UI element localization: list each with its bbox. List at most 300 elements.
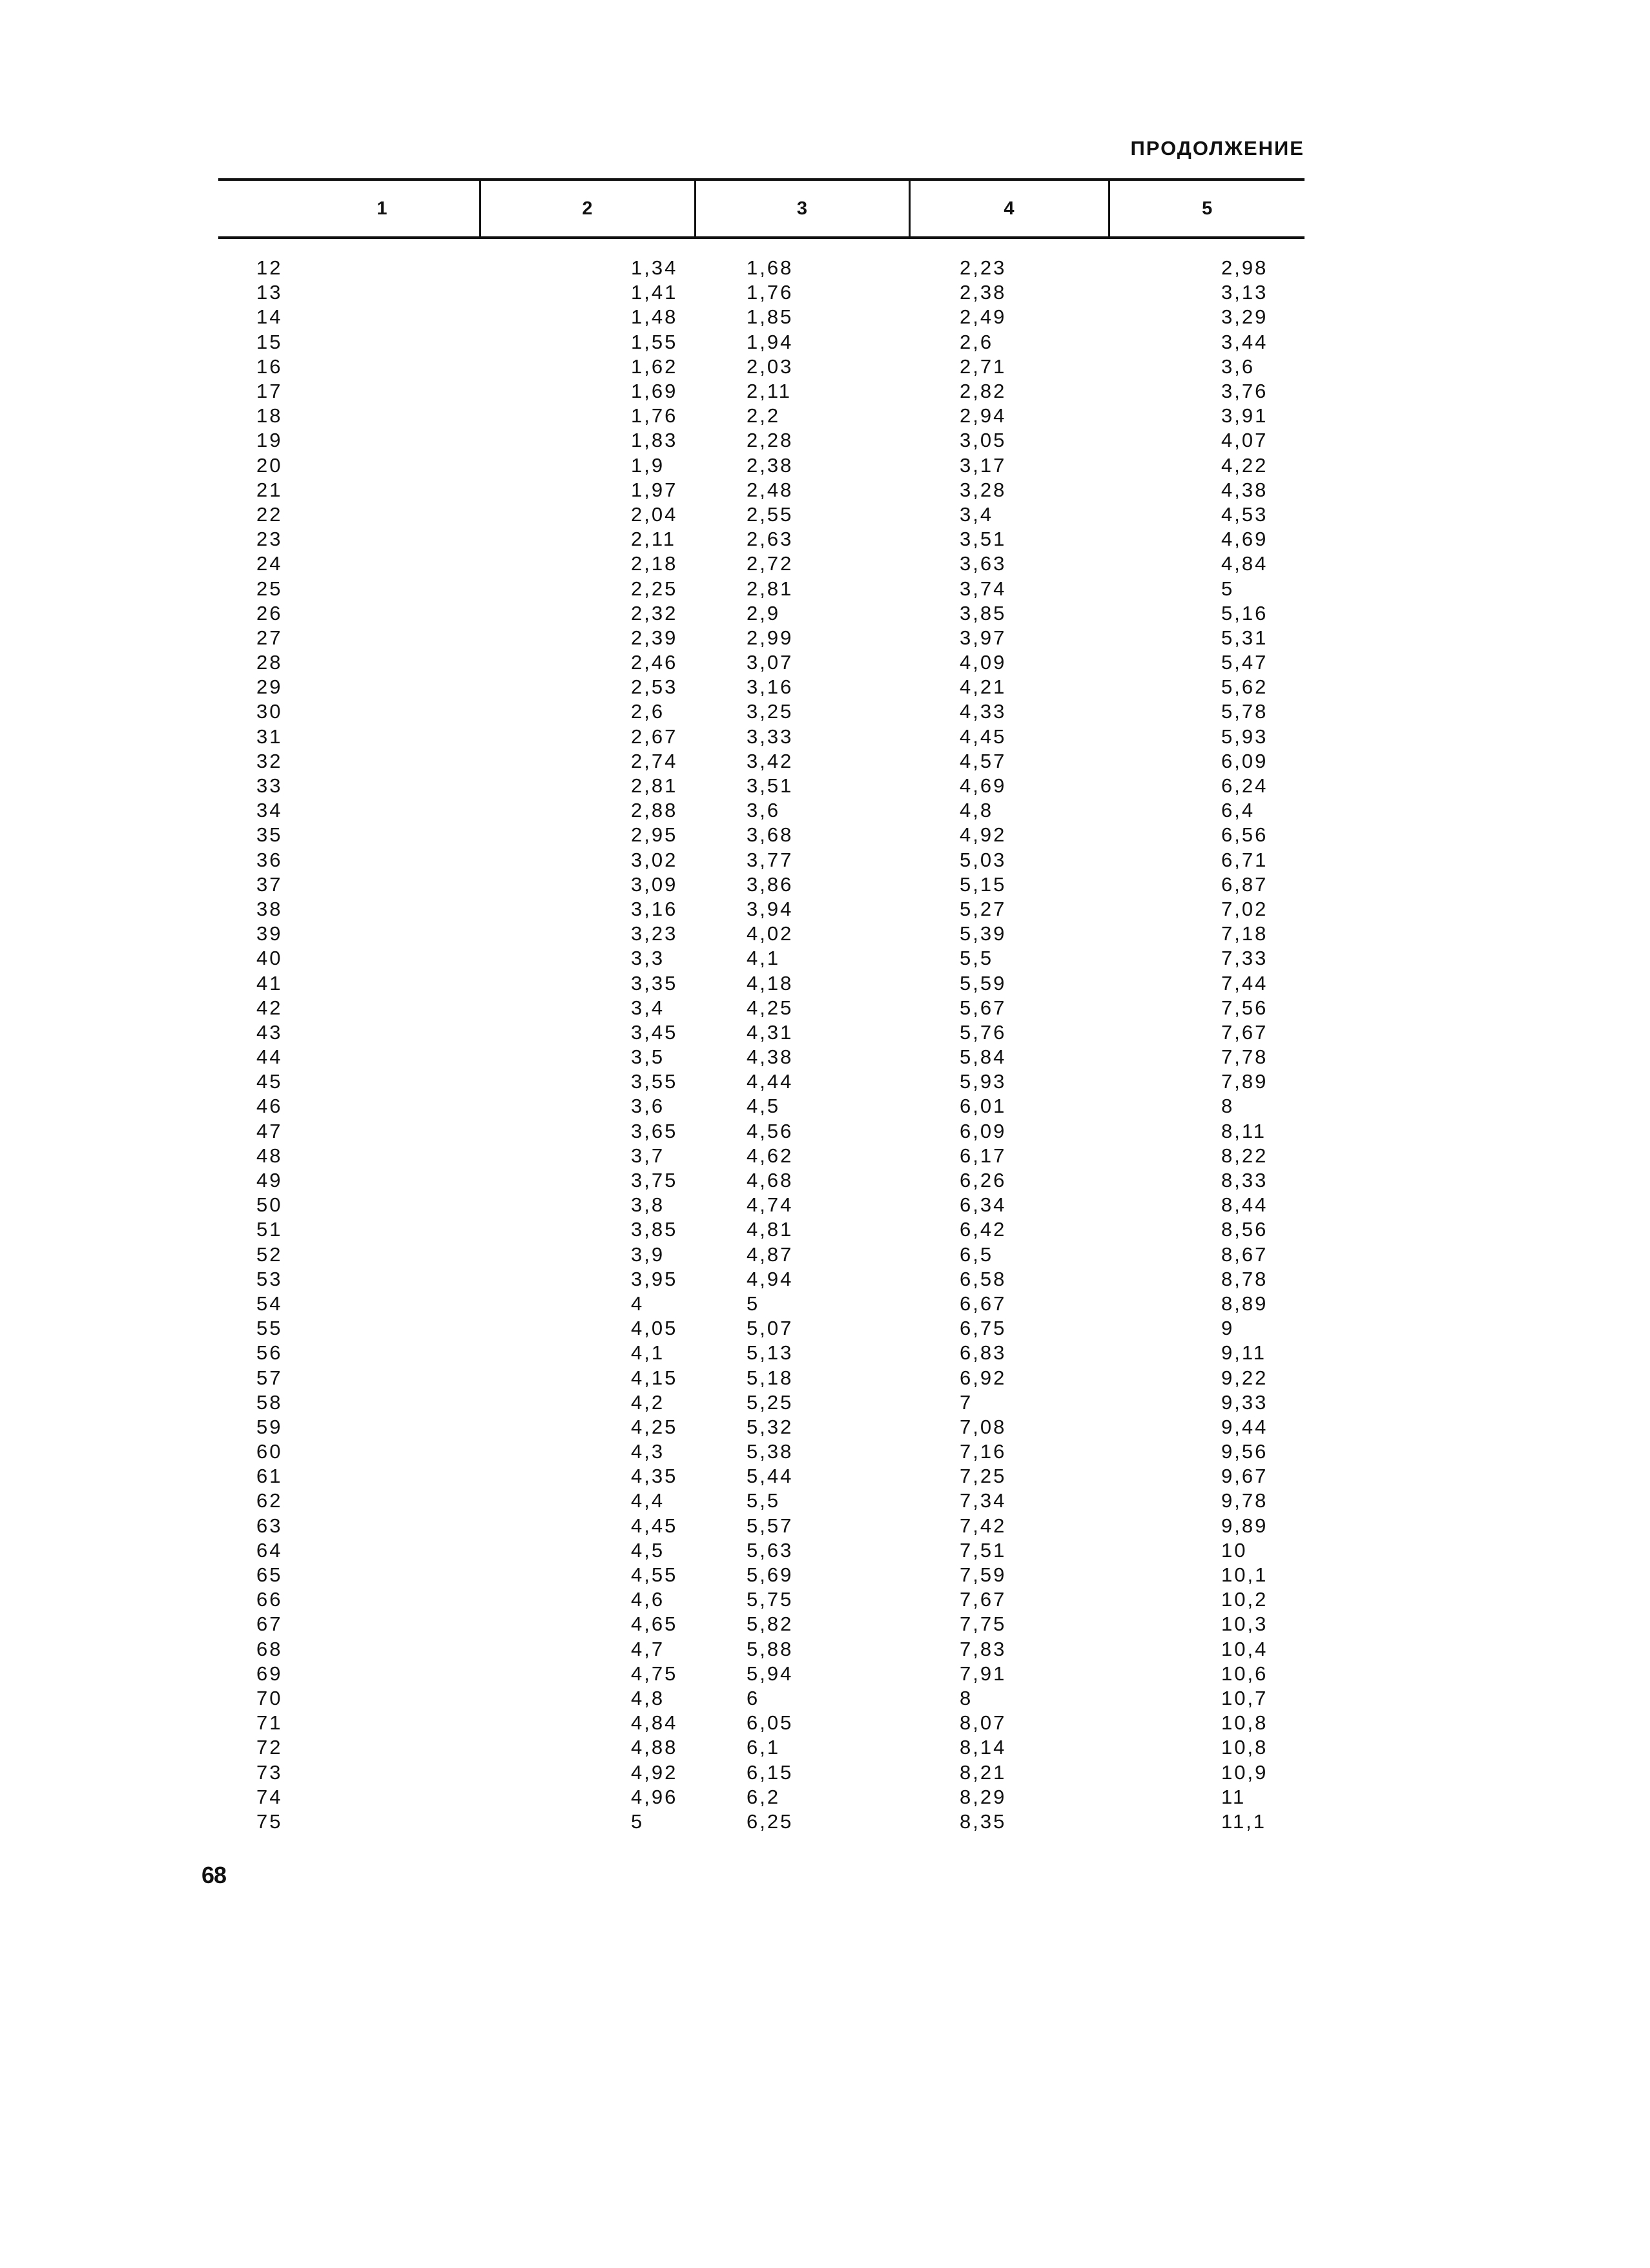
cell-col-1: 63 bbox=[256, 1514, 283, 1537]
cell-col-1: 32 bbox=[256, 749, 283, 772]
cell-col-3: 1,94 bbox=[747, 330, 794, 353]
cell-col-1: 30 bbox=[256, 700, 283, 723]
data-table bbox=[218, 178, 1305, 1834]
cell-col-4: 3,28 bbox=[960, 478, 1007, 501]
table-row bbox=[218, 1217, 1305, 1242]
cell-col-3: 5,5 bbox=[747, 1489, 781, 1512]
cell-col-1: 25 bbox=[256, 577, 283, 600]
cell-col-5: 9,44 bbox=[1221, 1415, 1268, 1438]
cell-col-1: 73 bbox=[256, 1760, 283, 1784]
table-row bbox=[218, 1292, 1305, 1316]
cell-col-5: 11 bbox=[1221, 1785, 1246, 1808]
cell-col-1: 55 bbox=[256, 1317, 283, 1340]
table-row bbox=[218, 552, 1305, 576]
cell-col-3: 4,5 bbox=[747, 1095, 781, 1118]
cell-col-5: 4,84 bbox=[1221, 552, 1268, 575]
cell-col-3: 5,38 bbox=[747, 1440, 794, 1463]
table-row bbox=[218, 897, 1305, 922]
cell-col-5: 6,4 bbox=[1221, 799, 1255, 822]
cell-col-1: 12 bbox=[256, 256, 283, 280]
cell-col-3: 6,1 bbox=[747, 1736, 781, 1759]
cell-col-5: 5,62 bbox=[1221, 675, 1268, 699]
cell-col-4: 3,85 bbox=[960, 601, 1007, 624]
table-row bbox=[218, 798, 1305, 823]
cell-col-1: 61 bbox=[256, 1465, 283, 1488]
cell-col-5: 4,22 bbox=[1221, 453, 1268, 477]
column-header-2: 2 bbox=[480, 180, 695, 238]
cell-col-2: 3,9 bbox=[631, 1242, 665, 1266]
cell-col-3: 2,28 bbox=[747, 429, 794, 452]
cell-col-4: 5,15 bbox=[960, 872, 1007, 896]
cell-col-3: 4,18 bbox=[747, 971, 794, 995]
cell-col-2: 2,67 bbox=[631, 725, 678, 748]
cell-col-2: 4,7 bbox=[631, 1637, 665, 1660]
cell-col-1: 15 bbox=[256, 330, 283, 353]
cell-col-1: 28 bbox=[256, 651, 283, 674]
cell-col-1: 74 bbox=[256, 1785, 283, 1808]
cell-col-4: 6,83 bbox=[960, 1341, 1007, 1365]
table-row bbox=[218, 478, 1305, 502]
table-row bbox=[218, 1144, 1305, 1168]
cell-col-5: 10,9 bbox=[1221, 1760, 1268, 1784]
cell-col-5: 10,6 bbox=[1221, 1662, 1268, 1685]
table-row bbox=[218, 996, 1305, 1020]
cell-col-3: 5,57 bbox=[747, 1514, 794, 1537]
cell-col-3: 2,81 bbox=[747, 577, 794, 600]
cell-col-2: 5 bbox=[631, 1809, 645, 1833]
table-row bbox=[218, 379, 1305, 404]
cell-col-3: 2,9 bbox=[747, 601, 781, 624]
cell-col-4: 8 bbox=[960, 1686, 973, 1709]
cell-col-1: 14 bbox=[256, 305, 283, 329]
cell-col-2: 4,96 bbox=[631, 1785, 678, 1808]
cell-col-4: 6,5 bbox=[960, 1242, 994, 1266]
table-body bbox=[218, 238, 1305, 1834]
cell-col-5: 3,13 bbox=[1221, 281, 1268, 304]
table-row bbox=[218, 404, 1305, 428]
cell-col-4: 2,71 bbox=[960, 355, 1007, 378]
cell-col-1: 71 bbox=[256, 1711, 283, 1735]
cell-col-5: 4,53 bbox=[1221, 502, 1268, 526]
table-row bbox=[218, 1415, 1305, 1439]
cell-col-2: 3,4 bbox=[631, 996, 665, 1019]
cell-col-5: 6,87 bbox=[1221, 872, 1268, 896]
cell-col-5: 7,44 bbox=[1221, 971, 1268, 995]
cell-col-1: 54 bbox=[256, 1292, 283, 1315]
cell-col-1: 43 bbox=[256, 1020, 283, 1044]
cell-col-1: 26 bbox=[256, 601, 283, 624]
table-row bbox=[218, 1267, 1305, 1292]
cell-col-3: 5,18 bbox=[747, 1366, 794, 1389]
cell-col-2: 2,88 bbox=[631, 799, 678, 822]
cell-col-1: 19 bbox=[256, 429, 283, 452]
cell-col-2: 3,5 bbox=[631, 1046, 665, 1069]
cell-col-1: 47 bbox=[256, 1119, 283, 1142]
cell-col-4: 8,29 bbox=[960, 1785, 1007, 1808]
table-row bbox=[218, 626, 1305, 650]
cell-col-3: 4,68 bbox=[747, 1169, 794, 1192]
cell-col-4: 7,16 bbox=[960, 1440, 1007, 1463]
cell-col-5: 8,33 bbox=[1221, 1169, 1268, 1192]
cell-col-4: 5,03 bbox=[960, 848, 1007, 871]
cell-col-1: 23 bbox=[256, 528, 283, 551]
cell-col-3: 6 bbox=[747, 1686, 760, 1709]
cell-col-3: 5,44 bbox=[747, 1465, 794, 1488]
cell-col-5: 8,78 bbox=[1221, 1267, 1268, 1290]
cell-col-2: 4,05 bbox=[631, 1317, 678, 1340]
cell-col-4: 5,5 bbox=[960, 947, 994, 970]
cell-col-4: 8,07 bbox=[960, 1711, 1007, 1735]
cell-col-5: 5,47 bbox=[1221, 651, 1268, 674]
cell-col-1: 16 bbox=[256, 355, 283, 378]
cell-col-4: 2,38 bbox=[960, 281, 1007, 304]
cell-col-2: 1,48 bbox=[631, 305, 678, 329]
cell-col-5: 7,33 bbox=[1221, 947, 1268, 970]
cell-col-2: 3,3 bbox=[631, 947, 665, 970]
cell-col-5: 6,09 bbox=[1221, 749, 1268, 772]
cell-col-2: 4,92 bbox=[631, 1760, 678, 1784]
cell-col-2: 4,35 bbox=[631, 1465, 678, 1488]
cell-col-4: 7,67 bbox=[960, 1588, 1007, 1611]
table-row bbox=[218, 453, 1305, 478]
cell-col-4: 3,97 bbox=[960, 626, 1007, 649]
cell-col-2: 4,65 bbox=[631, 1613, 678, 1636]
cell-col-3: 5,69 bbox=[747, 1563, 794, 1587]
cell-col-3: 2,55 bbox=[747, 502, 794, 526]
cell-col-4: 7,59 bbox=[960, 1563, 1007, 1587]
cell-col-1: 60 bbox=[256, 1440, 283, 1463]
cell-col-1: 67 bbox=[256, 1613, 283, 1636]
cell-col-5: 10,3 bbox=[1221, 1613, 1268, 1636]
cell-col-2: 3,55 bbox=[631, 1070, 678, 1093]
cell-col-4: 2,94 bbox=[960, 404, 1007, 428]
cell-col-4: 4,92 bbox=[960, 823, 1007, 847]
cell-col-3: 4,74 bbox=[747, 1193, 794, 1217]
table-row bbox=[218, 1514, 1305, 1538]
cell-col-2: 4,25 bbox=[631, 1415, 678, 1438]
cell-col-5: 2,98 bbox=[1221, 256, 1268, 280]
table-row bbox=[218, 1069, 1305, 1094]
cell-col-2: 1,83 bbox=[631, 429, 678, 452]
cell-col-3: 1,68 bbox=[747, 256, 794, 280]
cell-col-1: 42 bbox=[256, 996, 283, 1019]
table-row bbox=[218, 1193, 1305, 1217]
cell-col-5: 9,89 bbox=[1221, 1514, 1268, 1537]
cell-col-3: 4,56 bbox=[747, 1119, 794, 1142]
table-row bbox=[218, 1316, 1305, 1341]
cell-col-1: 68 bbox=[256, 1637, 283, 1660]
cell-col-2: 4,75 bbox=[631, 1662, 678, 1685]
cell-col-2: 4 bbox=[631, 1292, 645, 1315]
cell-col-2: 3,65 bbox=[631, 1119, 678, 1142]
cell-col-3: 2,38 bbox=[747, 453, 794, 477]
cell-col-1: 50 bbox=[256, 1193, 283, 1217]
cell-col-3: 5,07 bbox=[747, 1317, 794, 1340]
cell-col-1: 46 bbox=[256, 1095, 283, 1118]
cell-col-4: 4,21 bbox=[960, 675, 1007, 699]
cell-col-3: 4,25 bbox=[747, 996, 794, 1019]
table-row bbox=[218, 1563, 1305, 1587]
cell-col-1: 56 bbox=[256, 1341, 283, 1365]
cell-col-5: 6,71 bbox=[1221, 848, 1268, 871]
cell-col-2: 1,9 bbox=[631, 453, 665, 477]
cell-col-5: 6,24 bbox=[1221, 774, 1268, 798]
table-row bbox=[218, 1365, 1305, 1390]
table-row bbox=[218, 305, 1305, 329]
cell-col-4: 2,23 bbox=[960, 256, 1007, 280]
cell-col-3: 3,94 bbox=[747, 897, 794, 920]
cell-col-4: 6,67 bbox=[960, 1292, 1007, 1315]
table-row bbox=[218, 280, 1305, 305]
cell-col-2: 3,8 bbox=[631, 1193, 665, 1217]
cell-col-3: 3,51 bbox=[747, 774, 794, 798]
cell-col-4: 4,33 bbox=[960, 700, 1007, 723]
cell-col-3: 4,94 bbox=[747, 1267, 794, 1290]
header-row bbox=[218, 180, 1305, 238]
cell-col-4: 2,6 bbox=[960, 330, 994, 353]
cell-col-1: 66 bbox=[256, 1588, 283, 1611]
cell-col-4: 8,21 bbox=[960, 1760, 1007, 1784]
cell-col-3: 3,6 bbox=[747, 799, 781, 822]
cell-col-3: 2,2 bbox=[747, 404, 781, 428]
cell-col-5: 10,8 bbox=[1221, 1736, 1268, 1759]
cell-col-2: 4,5 bbox=[631, 1538, 665, 1562]
cell-col-3: 3,33 bbox=[747, 725, 794, 748]
cell-col-2: 1,55 bbox=[631, 330, 678, 353]
cell-col-3: 3,16 bbox=[747, 675, 794, 699]
cell-col-4: 6,34 bbox=[960, 1193, 1007, 1217]
cell-col-2: 3,75 bbox=[631, 1169, 678, 1192]
cell-col-5: 9,56 bbox=[1221, 1440, 1268, 1463]
cell-col-5: 11,1 bbox=[1221, 1809, 1267, 1833]
cell-col-5: 10,8 bbox=[1221, 1711, 1268, 1735]
cell-col-3: 3,86 bbox=[747, 872, 794, 896]
cell-col-4: 7 bbox=[960, 1390, 973, 1414]
cell-col-3: 4,1 bbox=[747, 947, 781, 970]
table-row bbox=[218, 1094, 1305, 1119]
cell-col-2: 3,7 bbox=[631, 1144, 665, 1167]
cell-col-5: 9,78 bbox=[1221, 1489, 1268, 1512]
cell-col-1: 75 bbox=[256, 1809, 283, 1833]
cell-col-3: 2,63 bbox=[747, 528, 794, 551]
cell-col-4: 3,51 bbox=[960, 528, 1007, 551]
column-header-4: 4 bbox=[909, 180, 1109, 238]
cell-col-3: 4,38 bbox=[747, 1046, 794, 1069]
cell-col-4: 6,92 bbox=[960, 1366, 1007, 1389]
cell-col-4: 5,39 bbox=[960, 922, 1007, 945]
cell-col-5: 7,67 bbox=[1221, 1020, 1268, 1044]
cell-col-4: 4,57 bbox=[960, 749, 1007, 772]
cell-col-2: 2,53 bbox=[631, 675, 678, 699]
cell-col-5: 8,56 bbox=[1221, 1218, 1268, 1241]
cell-col-4: 7,34 bbox=[960, 1489, 1007, 1512]
cell-col-1: 34 bbox=[256, 799, 283, 822]
cell-col-3: 5,13 bbox=[747, 1341, 794, 1365]
cell-col-1: 37 bbox=[256, 872, 283, 896]
cell-col-3: 2,99 bbox=[747, 626, 794, 649]
table-row bbox=[218, 1390, 1305, 1415]
cell-col-5: 4,07 bbox=[1221, 429, 1268, 452]
cell-col-5: 6,56 bbox=[1221, 823, 1268, 847]
cell-col-4: 3,63 bbox=[960, 552, 1007, 575]
cell-col-2: 3,95 bbox=[631, 1267, 678, 1290]
cell-col-1: 59 bbox=[256, 1415, 283, 1438]
cell-col-4: 5,76 bbox=[960, 1020, 1007, 1044]
table-row bbox=[218, 1735, 1305, 1760]
cell-col-5: 8,44 bbox=[1221, 1193, 1268, 1217]
cell-col-3: 5,82 bbox=[747, 1613, 794, 1636]
cell-col-5: 8,89 bbox=[1221, 1292, 1268, 1315]
cell-col-1: 21 bbox=[256, 478, 283, 501]
cell-col-2: 2,6 bbox=[631, 700, 665, 723]
cell-col-5: 10,1 bbox=[1221, 1563, 1268, 1587]
cell-col-3: 5,94 bbox=[747, 1662, 794, 1685]
cell-col-5: 4,69 bbox=[1221, 528, 1268, 551]
table-row bbox=[218, 1662, 1305, 1686]
cell-col-5: 10 bbox=[1221, 1538, 1248, 1562]
table-row bbox=[218, 1686, 1305, 1711]
cell-col-4: 7,91 bbox=[960, 1662, 1007, 1685]
cell-col-2: 4,3 bbox=[631, 1440, 665, 1463]
cell-col-5: 10,4 bbox=[1221, 1637, 1268, 1660]
cell-col-4: 7,75 bbox=[960, 1613, 1007, 1636]
cell-col-4: 6,58 bbox=[960, 1267, 1007, 1290]
cell-col-3: 2,03 bbox=[747, 355, 794, 378]
cell-col-4: 8,35 bbox=[960, 1809, 1007, 1833]
cell-col-1: 53 bbox=[256, 1267, 283, 1290]
cell-col-3: 4,44 bbox=[747, 1070, 794, 1093]
cell-col-3: 5 bbox=[747, 1292, 760, 1315]
table-row bbox=[218, 601, 1305, 626]
cell-col-3: 5,25 bbox=[747, 1390, 794, 1414]
cell-col-2: 3,23 bbox=[631, 922, 678, 945]
cell-col-4: 6,17 bbox=[960, 1144, 1007, 1167]
cell-col-5: 5,78 bbox=[1221, 700, 1268, 723]
cell-col-1: 62 bbox=[256, 1489, 283, 1512]
cell-col-4: 6,75 bbox=[960, 1317, 1007, 1340]
cell-col-1: 33 bbox=[256, 774, 283, 798]
cell-col-1: 64 bbox=[256, 1538, 283, 1562]
cell-col-3: 4,87 bbox=[747, 1242, 794, 1266]
cell-col-1: 70 bbox=[256, 1686, 283, 1709]
cell-col-5: 10,7 bbox=[1221, 1686, 1268, 1709]
column-header-3: 3 bbox=[695, 180, 909, 238]
cell-col-5: 9,67 bbox=[1221, 1465, 1268, 1488]
cell-col-5: 7,18 bbox=[1221, 922, 1268, 945]
cell-col-5: 7,56 bbox=[1221, 996, 1268, 1019]
cell-col-5: 5 bbox=[1221, 577, 1235, 600]
cell-col-5: 3,44 bbox=[1221, 330, 1268, 353]
cell-col-3: 4,62 bbox=[747, 1144, 794, 1167]
table-row bbox=[218, 1168, 1305, 1193]
cell-col-4: 4,69 bbox=[960, 774, 1007, 798]
cell-col-3: 2,72 bbox=[747, 552, 794, 575]
cell-col-4: 5,59 bbox=[960, 971, 1007, 995]
cell-col-4: 4,09 bbox=[960, 651, 1007, 674]
table-row bbox=[218, 1538, 1305, 1563]
table-row bbox=[218, 355, 1305, 379]
cell-col-5: 9,33 bbox=[1221, 1390, 1268, 1414]
cell-col-5: 3,76 bbox=[1221, 380, 1268, 403]
cell-col-2: 3,6 bbox=[631, 1095, 665, 1118]
cell-col-1: 22 bbox=[256, 502, 283, 526]
table-row bbox=[218, 1612, 1305, 1636]
cell-col-2: 3,09 bbox=[631, 872, 678, 896]
cell-col-2: 3,85 bbox=[631, 1218, 678, 1241]
cell-col-2: 4,45 bbox=[631, 1514, 678, 1537]
cell-col-4: 4,45 bbox=[960, 725, 1007, 748]
page-number: 68 bbox=[201, 1862, 227, 1888]
table-row bbox=[218, 1760, 1305, 1784]
cell-col-2: 4,1 bbox=[631, 1341, 665, 1365]
table-row bbox=[218, 1785, 1305, 1809]
cell-col-2: 4,4 bbox=[631, 1489, 665, 1512]
cell-col-4: 2,82 bbox=[960, 380, 1007, 403]
cell-col-5: 3,29 bbox=[1221, 305, 1268, 329]
cell-col-1: 69 bbox=[256, 1662, 283, 1685]
table-row bbox=[218, 1464, 1305, 1489]
cell-col-5: 3,91 bbox=[1221, 404, 1268, 428]
cell-col-1: 17 bbox=[256, 380, 283, 403]
cell-col-1: 18 bbox=[256, 404, 283, 428]
cell-col-2: 2,74 bbox=[631, 749, 678, 772]
table-row bbox=[218, 330, 1305, 355]
cell-col-1: 38 bbox=[256, 897, 283, 920]
cell-col-3: 2,48 bbox=[747, 478, 794, 501]
table-row bbox=[218, 922, 1305, 946]
table-row bbox=[218, 774, 1305, 798]
cell-col-5: 7,02 bbox=[1221, 897, 1268, 920]
cell-col-3: 5,75 bbox=[747, 1588, 794, 1611]
cell-col-1: 31 bbox=[256, 725, 283, 748]
cell-col-5: 9,22 bbox=[1221, 1366, 1268, 1389]
spacer-row bbox=[218, 238, 1305, 256]
cell-col-1: 48 bbox=[256, 1144, 283, 1167]
cell-col-1: 36 bbox=[256, 848, 283, 871]
cell-col-3: 6,25 bbox=[747, 1809, 794, 1833]
cell-col-1: 65 bbox=[256, 1563, 283, 1587]
cell-col-4: 5,27 bbox=[960, 897, 1007, 920]
cell-col-5: 5,16 bbox=[1221, 601, 1268, 624]
cell-col-5: 8,11 bbox=[1221, 1119, 1267, 1142]
cell-col-2: 2,25 bbox=[631, 577, 678, 600]
cell-col-3: 1,85 bbox=[747, 305, 794, 329]
cell-col-2: 4,6 bbox=[631, 1588, 665, 1611]
cell-col-3: 3,25 bbox=[747, 700, 794, 723]
cell-col-3: 5,88 bbox=[747, 1637, 794, 1660]
cell-col-5: 5,31 bbox=[1221, 626, 1268, 649]
cell-col-1: 40 bbox=[256, 947, 283, 970]
cell-col-5: 9,11 bbox=[1221, 1341, 1267, 1365]
cell-col-1: 51 bbox=[256, 1218, 283, 1241]
cell-col-4: 8,14 bbox=[960, 1736, 1007, 1759]
cell-col-2: 4,88 bbox=[631, 1736, 678, 1759]
cell-col-4: 6,01 bbox=[960, 1095, 1007, 1118]
table-row bbox=[218, 1637, 1305, 1662]
cell-col-2: 2,04 bbox=[631, 502, 678, 526]
cell-col-2: 4,2 bbox=[631, 1390, 665, 1414]
table-row bbox=[218, 823, 1305, 847]
cell-col-1: 52 bbox=[256, 1242, 283, 1266]
cell-col-1: 27 bbox=[256, 626, 283, 649]
cell-col-4: 7,25 bbox=[960, 1465, 1007, 1488]
cell-col-5: 4,38 bbox=[1221, 478, 1268, 501]
table-row bbox=[218, 1809, 1305, 1834]
cell-col-3: 6,05 bbox=[747, 1711, 794, 1735]
cell-col-2: 2,95 bbox=[631, 823, 678, 847]
cell-col-1: 24 bbox=[256, 552, 283, 575]
cell-col-5: 3,6 bbox=[1221, 355, 1255, 378]
